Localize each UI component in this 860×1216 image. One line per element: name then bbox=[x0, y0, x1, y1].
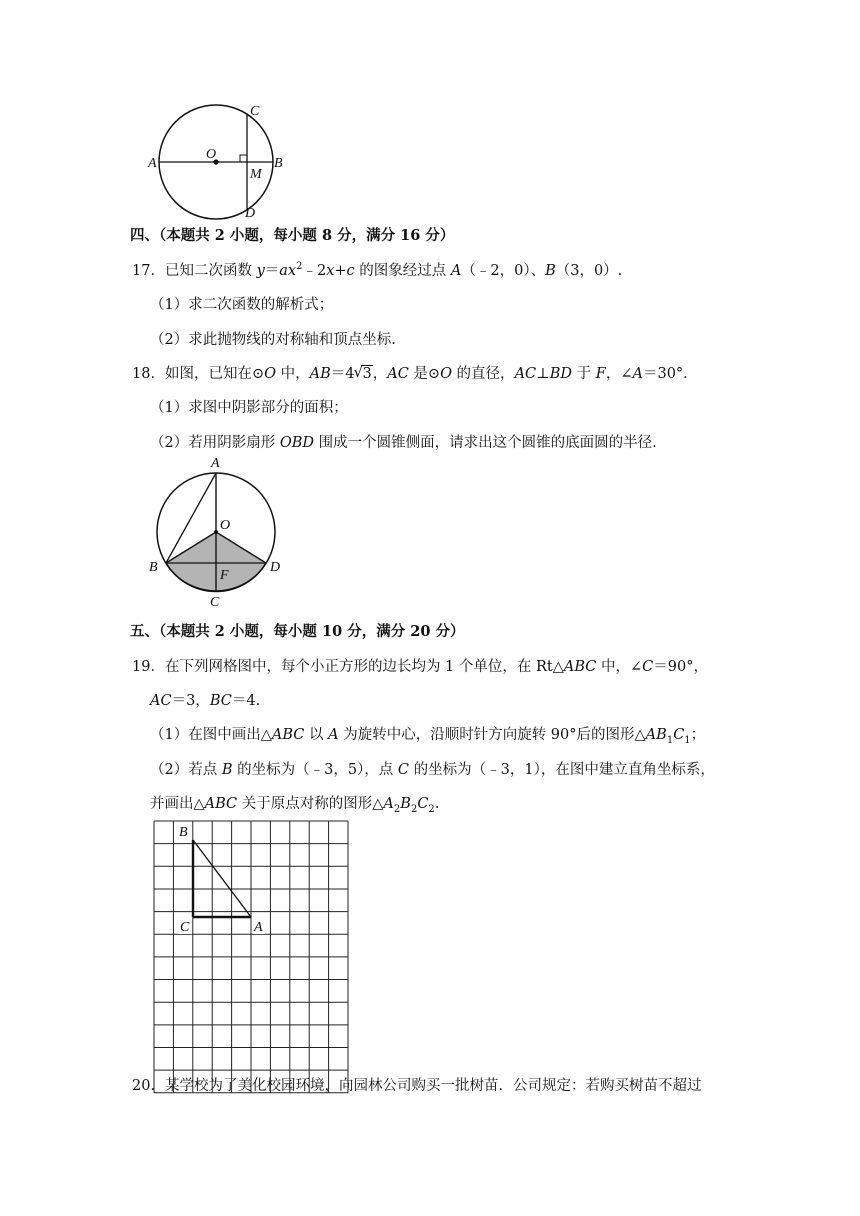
q17-text-a: 已知二次函数 bbox=[164, 263, 252, 279]
q18-t8: 于 bbox=[572, 366, 596, 382]
grid-lines bbox=[154, 821, 348, 1093]
q19-p3a-pt: A bbox=[383, 796, 394, 812]
label-d: D bbox=[245, 206, 256, 221]
q19-p1b: 以 bbox=[304, 727, 329, 743]
q17-text-d: 的图象经过点 bbox=[354, 263, 451, 279]
q19-p3abc: ABC bbox=[204, 796, 238, 812]
q19-p1ab: AB bbox=[645, 727, 667, 743]
q18-p2-a: （2）若用阴影扇形 bbox=[150, 435, 280, 451]
q19-bc: BC bbox=[209, 693, 232, 709]
q17-number: 17． bbox=[132, 263, 165, 279]
q18-f: F bbox=[595, 366, 606, 382]
q18-t2: 中， bbox=[276, 366, 310, 382]
q18-t6: 的直径， bbox=[451, 366, 515, 382]
q18-obd: OBD bbox=[279, 435, 315, 451]
q18-t9: ，∠ bbox=[605, 366, 633, 382]
q18-t3: ＝4 bbox=[330, 366, 355, 382]
q19-p3c-pt: C bbox=[417, 796, 429, 812]
q17-text-f: （3，0）. bbox=[555, 263, 623, 279]
hypotenuse-ab bbox=[193, 840, 251, 917]
q20-text: 某学校为了美化校园环境，向园林公司购买一批树苗．公司规定：若购买树苗不超过 bbox=[164, 1078, 702, 1094]
q19-l1b: 中，∠ bbox=[596, 659, 643, 675]
q17-x: x bbox=[326, 263, 335, 279]
q19-l2b: ＝4. bbox=[231, 693, 261, 709]
label-f2: F bbox=[220, 568, 229, 583]
grid-label-a: A bbox=[254, 920, 263, 935]
label-o2: O bbox=[220, 518, 231, 533]
q19-p1a: （1）在图中画出△ bbox=[150, 727, 272, 743]
q18-sqrt-value: 3 bbox=[362, 366, 372, 382]
q19-p2c: 的坐标为（﹣3，1），在图中建立直角坐标系， bbox=[409, 762, 715, 778]
q18-ac2: AC bbox=[514, 366, 537, 382]
q19-p3a: 并画出△ bbox=[150, 796, 205, 812]
q17-point-b: B bbox=[545, 263, 556, 279]
q19-l2a: ＝3， bbox=[171, 693, 210, 709]
q19-p2b: 的坐标为（﹣3，5），点 bbox=[232, 762, 398, 778]
q19-abc: ABC bbox=[563, 659, 597, 675]
q17-ax: ax bbox=[279, 263, 297, 279]
label-c: C bbox=[250, 104, 260, 119]
q18-ab: AB bbox=[309, 366, 331, 382]
q19-c: C bbox=[642, 659, 654, 675]
section-5-title: 五、（本题共 2 小题，每小题 10 分，满分 20 分） bbox=[130, 623, 465, 640]
q18-number: 18． bbox=[132, 366, 165, 382]
q19-p1c: 为旋转中心，沿顺时针方向旋转 90°后的图形△ bbox=[338, 727, 646, 743]
radical-sign: √ bbox=[353, 363, 364, 381]
q17-c: c bbox=[346, 263, 355, 279]
q19-p1sub1: 1 bbox=[666, 734, 674, 746]
q19-p1abc: ABC bbox=[271, 727, 305, 743]
q19-l1a: 在下列网格图中，每个小正方形的边长均为 1 个单位，在 Rt△ bbox=[164, 659, 564, 675]
q19-p2c-pt: C bbox=[397, 762, 410, 778]
q17-text-e: （﹣2，0）、 bbox=[461, 263, 546, 279]
q19-p1sub2: 1 bbox=[684, 734, 691, 746]
q18-o2: O bbox=[440, 366, 452, 382]
q19-number: 19． bbox=[132, 659, 165, 675]
section-4-title: 四、（本题共 2 小题，每小题 8 分，满分 16 分） bbox=[130, 227, 455, 244]
grid-label-b: B bbox=[179, 825, 188, 840]
label-m: M bbox=[250, 167, 262, 182]
q18-t10: ＝30°． bbox=[642, 366, 698, 382]
q17-y: y bbox=[256, 263, 265, 279]
label-o: O bbox=[206, 147, 217, 162]
q17-eq: ＝ bbox=[264, 263, 280, 279]
grid-label-c: C bbox=[180, 920, 190, 935]
q20-number: 20． bbox=[132, 1078, 165, 1094]
q19-p3s2: 2 bbox=[410, 803, 418, 815]
q19-p2b-pt: B bbox=[221, 762, 233, 778]
q19-ac: AC bbox=[150, 693, 172, 709]
q19-p3b: 关于原点对称的图形△ bbox=[237, 796, 384, 812]
q19-p2a: （2）若点 bbox=[150, 762, 222, 778]
label-d2: D bbox=[270, 560, 281, 575]
q18-t1: 如图，已知在⊙ bbox=[164, 366, 265, 382]
q17-point-a: A bbox=[450, 263, 462, 279]
question-20 bbox=[132, 1074, 701, 1095]
q19-p3c: . bbox=[434, 796, 440, 812]
q18-o1: O bbox=[264, 366, 276, 382]
q18-a: A bbox=[632, 366, 643, 382]
label-b: B bbox=[274, 156, 283, 171]
label-a: A bbox=[148, 156, 157, 171]
q17-plus: + bbox=[334, 263, 347, 279]
q19-p3s3: 2 bbox=[428, 803, 435, 815]
q19-p3b-pt: B bbox=[400, 796, 411, 812]
q18-t5: 是⊙ bbox=[408, 366, 441, 382]
q18-p2-b: 围成一个圆锥侧面，请求出这个圆锥的底面圆的半径. bbox=[314, 435, 657, 451]
label-b2: B bbox=[149, 560, 158, 575]
q18-ac: AC bbox=[387, 366, 409, 382]
q17-part-2: （2）求此抛物线的对称轴和顶点坐标. bbox=[150, 332, 396, 348]
q19-p1d: ； bbox=[690, 727, 706, 743]
q18-bd: BD bbox=[549, 366, 573, 382]
q17-part-1: （1）求二次函数的解析式； bbox=[150, 297, 334, 313]
q18-part-1: （1）求图中阴影部分的面积； bbox=[150, 400, 348, 416]
q19-p3s1: 2 bbox=[393, 803, 401, 815]
q17-sup: 2 bbox=[296, 261, 303, 273]
q19-p1c-pt: C bbox=[673, 727, 685, 743]
q18-t4: ， bbox=[372, 366, 388, 382]
q19-l1c: ＝90°， bbox=[653, 659, 708, 675]
q19-p1a-pt: A bbox=[328, 727, 339, 743]
q17-minus: ﹣2 bbox=[302, 263, 327, 279]
label-c2: C bbox=[210, 595, 220, 610]
label-a2: A bbox=[211, 456, 220, 471]
q18-t7: ⊥ bbox=[536, 366, 550, 382]
